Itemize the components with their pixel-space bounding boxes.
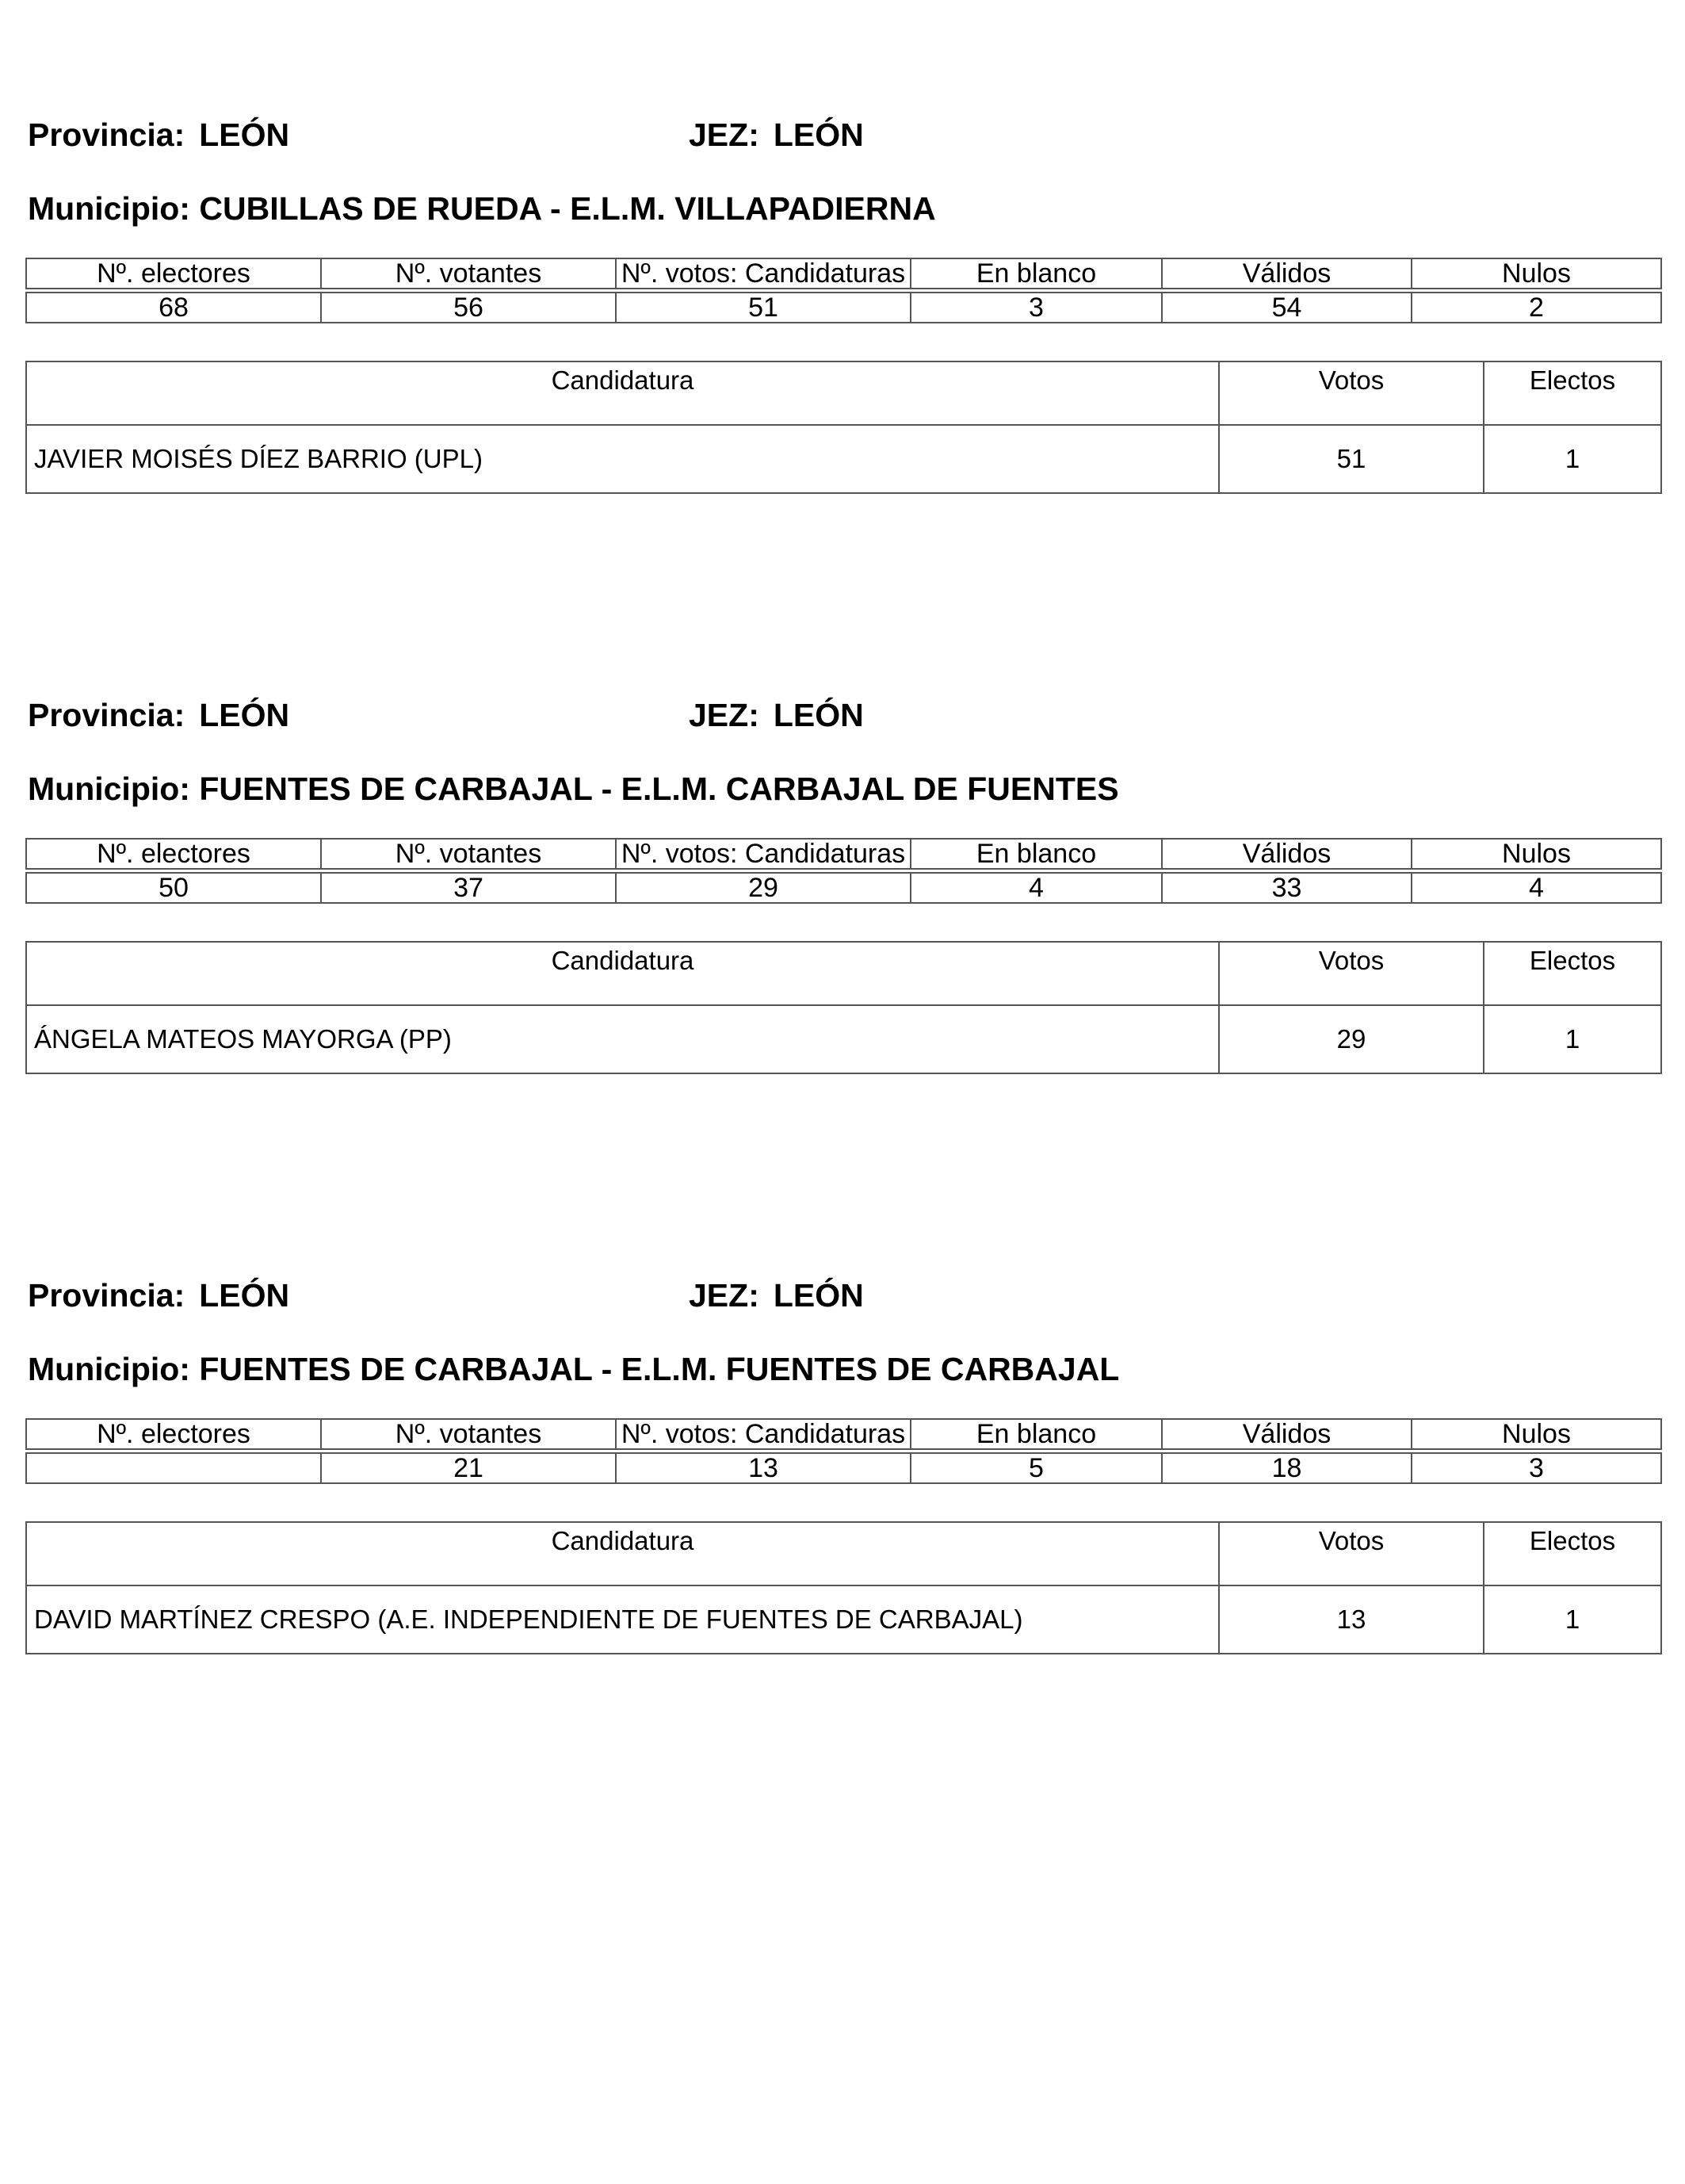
header-candidatura: Candidatura bbox=[26, 942, 1219, 1005]
value-votantes: 21 bbox=[321, 1453, 616, 1483]
stats-values-table bbox=[25, 1452, 1662, 1484]
municipio-label: Municipio: bbox=[28, 771, 190, 807]
header-electores: Nº. electores bbox=[26, 258, 321, 289]
header-en-blanco: En blanco bbox=[911, 1419, 1162, 1449]
header-nulos: Nulos bbox=[1412, 258, 1661, 289]
municipio-line bbox=[28, 190, 936, 227]
header-candidatura: Candidatura bbox=[26, 361, 1219, 425]
header-en-blanco: En blanco bbox=[911, 839, 1162, 869]
header-votantes: Nº. votantes bbox=[321, 1419, 616, 1449]
value-en-blanco: 5 bbox=[911, 1453, 1162, 1483]
jez-value: LEÓN bbox=[773, 697, 864, 733]
stats-values-table bbox=[25, 872, 1662, 904]
municipio-value: CUBILLAS DE RUEDA - E.L.M. VILLAPADIERNA bbox=[199, 190, 936, 227]
value-electores: 68 bbox=[26, 293, 321, 323]
provincia-line bbox=[28, 1279, 289, 1312]
candidate-electos: 1 bbox=[1484, 1585, 1661, 1654]
candidate-electos: 1 bbox=[1484, 425, 1661, 493]
jez-value: LEÓN bbox=[773, 117, 864, 153]
value-en-blanco: 3 bbox=[911, 293, 1162, 323]
value-en-blanco: 4 bbox=[911, 873, 1162, 903]
header-electos: Electos bbox=[1484, 361, 1661, 425]
header-candidatura: Candidatura bbox=[26, 1522, 1219, 1585]
provincia-line bbox=[28, 119, 289, 151]
jez-value: LEÓN bbox=[773, 1277, 864, 1314]
value-nulos: 2 bbox=[1412, 293, 1661, 323]
candidate-row bbox=[26, 425, 1661, 493]
stats-header-row bbox=[26, 258, 1661, 289]
candidates-header-row bbox=[26, 942, 1661, 1005]
header-votos: Votos bbox=[1219, 1522, 1484, 1585]
header-votos: Votos bbox=[1219, 361, 1484, 425]
header-nulos: Nulos bbox=[1412, 1419, 1661, 1449]
header-validos: Válidos bbox=[1162, 839, 1412, 869]
candidate-votos: 29 bbox=[1219, 1005, 1484, 1073]
candidates-table bbox=[25, 361, 1662, 494]
header-electos: Electos bbox=[1484, 942, 1661, 1005]
candidate-name: ÁNGELA MATEOS MAYORGA (PP) bbox=[26, 1005, 1219, 1073]
candidate-votos: 51 bbox=[1219, 425, 1484, 493]
value-votos-candidaturas: 13 bbox=[616, 1453, 911, 1483]
jez-label: JEZ: bbox=[689, 1277, 759, 1314]
provincia-line bbox=[28, 699, 289, 732]
value-nulos: 4 bbox=[1412, 873, 1661, 903]
header-votos-candidaturas: Nº. votos: Candidaturas bbox=[616, 1419, 911, 1449]
value-votantes: 37 bbox=[321, 873, 616, 903]
header-votos-candidaturas: Nº. votos: Candidaturas bbox=[616, 258, 911, 289]
value-votos-candidaturas: 29 bbox=[616, 873, 911, 903]
candidate-name: JAVIER MOISÉS DÍEZ BARRIO (UPL) bbox=[26, 425, 1219, 493]
provincia-label: Provincia: bbox=[28, 117, 185, 153]
header-en-blanco: En blanco bbox=[911, 258, 1162, 289]
header-validos: Válidos bbox=[1162, 1419, 1412, 1449]
municipio-line bbox=[28, 1353, 1119, 1386]
provincia-value: LEÓN bbox=[199, 1277, 290, 1314]
candidates-table bbox=[25, 1521, 1662, 1654]
candidate-row bbox=[26, 1005, 1661, 1073]
stats-table bbox=[25, 1418, 1662, 1450]
header-votantes: Nº. votantes bbox=[321, 839, 616, 869]
provincia-value: LEÓN bbox=[199, 117, 290, 153]
value-electores: 50 bbox=[26, 873, 321, 903]
stats-value-row bbox=[26, 873, 1661, 903]
jez-line bbox=[689, 699, 864, 732]
stats-table bbox=[25, 838, 1662, 870]
municipio-label: Municipio: bbox=[28, 1351, 190, 1387]
value-nulos: 3 bbox=[1412, 1453, 1661, 1483]
stats-header-row bbox=[26, 1419, 1661, 1449]
stats-table bbox=[25, 258, 1662, 289]
value-electores bbox=[26, 1453, 321, 1483]
header-electores: Nº. electores bbox=[26, 1419, 321, 1449]
candidate-electos: 1 bbox=[1484, 1005, 1661, 1073]
candidates-header-row bbox=[26, 361, 1661, 425]
provincia-label: Provincia: bbox=[28, 697, 185, 733]
jez-label: JEZ: bbox=[689, 117, 759, 153]
jez-line bbox=[689, 1279, 864, 1312]
stats-value-row bbox=[26, 1453, 1661, 1483]
header-votos-candidaturas: Nº. votos: Candidaturas bbox=[616, 839, 911, 869]
header-electos: Electos bbox=[1484, 1522, 1661, 1585]
stats-values-table bbox=[25, 292, 1662, 323]
municipio-value: FUENTES DE CARBAJAL - E.L.M. FUENTES DE CARBAJAL bbox=[199, 1351, 1120, 1387]
candidate-name: DAVID MARTÍNEZ CRESPO (A.E. INDEPENDIENTE DE FUENTES DE CARBAJAL) bbox=[26, 1585, 1219, 1654]
value-validos: 18 bbox=[1162, 1453, 1412, 1483]
candidate-votos: 13 bbox=[1219, 1585, 1484, 1654]
header-votantes: Nº. votantes bbox=[321, 258, 616, 289]
provincia-value: LEÓN bbox=[199, 697, 290, 733]
candidate-row bbox=[26, 1585, 1661, 1654]
header-electores: Nº. electores bbox=[26, 839, 321, 869]
jez-label: JEZ: bbox=[689, 697, 759, 733]
provincia-label: Provincia: bbox=[28, 1277, 185, 1314]
value-votos-candidaturas: 51 bbox=[616, 293, 911, 323]
candidates-header-row bbox=[26, 1522, 1661, 1585]
header-votos: Votos bbox=[1219, 942, 1484, 1005]
value-validos: 33 bbox=[1162, 873, 1412, 903]
municipio-value: FUENTES DE CARBAJAL - E.L.M. CARBAJAL DE FUENTES bbox=[199, 771, 1119, 807]
header-nulos: Nulos bbox=[1412, 839, 1661, 869]
municipio-label: Municipio: bbox=[28, 190, 190, 227]
municipio-line bbox=[28, 773, 1119, 805]
header-validos: Válidos bbox=[1162, 258, 1412, 289]
candidates-table bbox=[25, 941, 1662, 1074]
jez-line bbox=[689, 119, 864, 151]
stats-header-row bbox=[26, 839, 1661, 869]
value-votantes: 56 bbox=[321, 293, 616, 323]
stats-value-row bbox=[26, 293, 1661, 323]
value-validos: 54 bbox=[1162, 293, 1412, 323]
